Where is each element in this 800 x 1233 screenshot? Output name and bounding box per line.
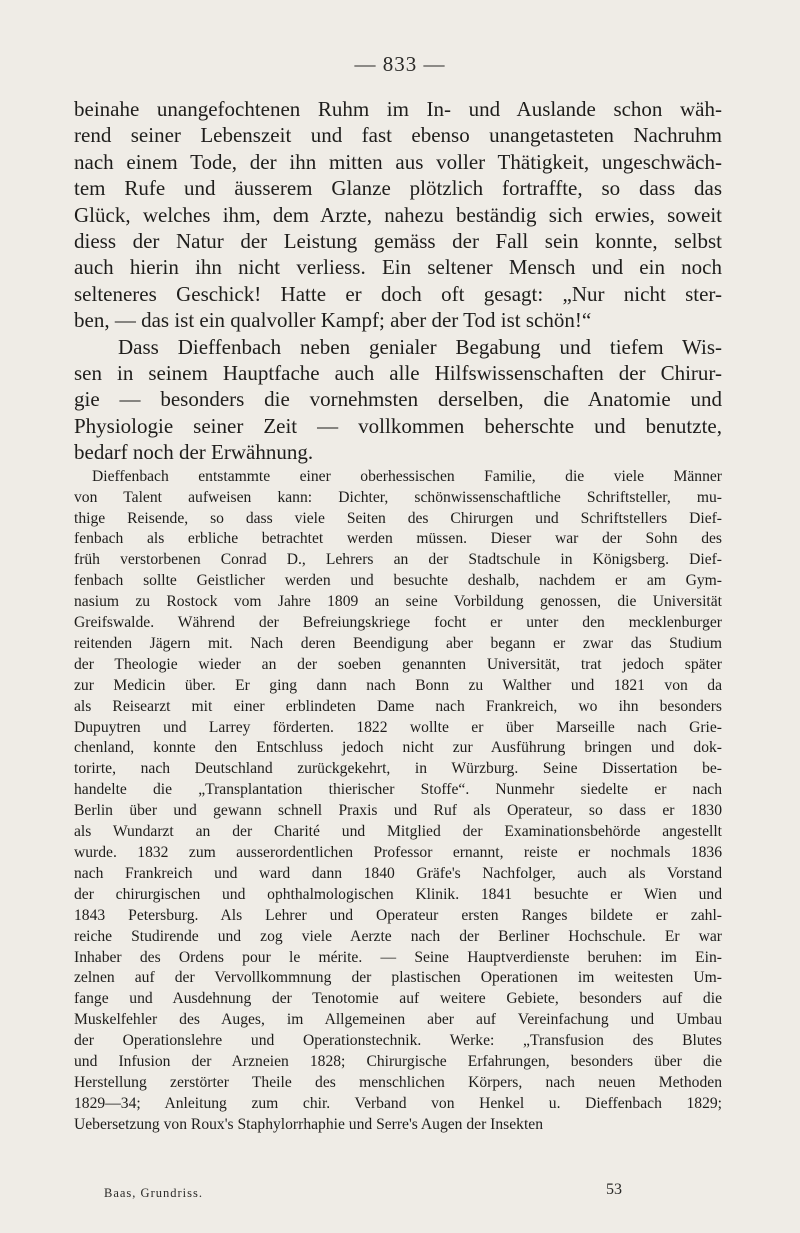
note-line: zur Medicin über. Er ging dann nach Bonn zu Walther und 1821 von da [74,676,722,694]
note-line: der Theologie wieder an der soeben genannten Universität, trat jedoch später [74,655,722,673]
text-line: ben, — das ist ein qualvoller Kampf; aber der Tod ist schön!“ [74,308,592,333]
note-line: als Reisearzt mit einer erblindeten Dame nach Frankreich, wo ihn besonders [74,697,722,715]
note-line: fange und Ausdehnung der Tenotomie auf weitere Gebiete, besonders auf die [74,990,722,1008]
text-line: rend seiner Lebenszeit und fast ebenso unangetasteten Nachruhm [74,123,722,148]
footer-sheet-number: 53 [606,1181,622,1198]
text-line: Dass Dieffenbach neben genialer Begabung und tiefem Wis- [118,334,722,359]
note-line: Inhaber des Ordens pour le mérite. — Seine Hauptverdienste beruhen: im Ein- [74,948,722,966]
note-line: früh verstorbenen Conrad D., Lehrers an der Stadtschule in Königsberg. Dief- [74,551,722,569]
note-line: Greifswalde. Während der Befreiungskriege focht er unter den mecklenburger [74,614,722,632]
text-line: tem Rufe und äusserem Glanze plötzlich fortraffte, so dass das [74,176,722,201]
note-line: der chirurgischen und ophthalmologischen Klinik. 1841 besuchte er Wien und [74,885,722,903]
paragraph-dieffenbach-intro [74,334,722,466]
note-line: zelnen auf der Vervollkommnung der plastischen Operationen im weitesten Um- [74,969,722,987]
note-line: nasium zu Rostock vom Jahre 1809 an seine Vorbildung genossen, die Universität [74,593,722,611]
note-line: Dupuytren und Larrey förderten. 1822 wollte er über Marseille nach Grie- [74,718,722,736]
text-line: sen in seinem Hauptfache auch alle Hilfswissenschaften der Chirur- [74,361,722,386]
paragraph-ruhm [74,96,722,334]
note-line: 1843 Petersburg. Als Lehrer und Operateur ersten Ranges bildete er zahl- [74,906,722,924]
page-number: — 833 — [354,52,446,76]
note-line: nach Frankreich und ward dann 1840 Gräfe's Nachfolger, auch als Vorstand [74,864,722,882]
note-line: von Talent aufweisen kann: Dichter, schönwissenschaftliche Schriftsteller, mu- [74,488,722,506]
text-line: Physiologie seiner Zeit — vollkommen beherschte und benutzte, [74,413,722,438]
note-line: chenland, konnte den Entschluss jedoch nicht zur Ausführung bringen und dok- [74,739,722,757]
note-line: Herstellung zerstörter Theile des menschlichen Körpers, nach neuen Methoden [74,1073,722,1091]
biographical-note [74,467,722,1136]
note-line: als Wundarzt an der Charité und Mitglied der Examinationsbehörde angestellt [74,823,722,841]
text-line: nach einem Tode, der ihn mitten aus voller Thätigkeit, ungeschwäch- [74,149,722,174]
note-line: thige Reisende, so dass viele Seiten des Chirurgen und Schriftstellers Dief- [74,509,722,527]
text-line: auch hierin ihn nicht verliess. Ein seltener Mensch und ein noch [74,255,722,280]
text-line: Glück, welches ihm, dem Arzte, nahezu beständig sich erwies, soweit [74,202,722,227]
note-line: Dieffenbach entstammte einer oberhessischen Familie, die viele Männer [92,467,722,485]
note-line: reiche Studirende und zog viele Aerzte nach der Berliner Hochschule. Er war [74,927,722,945]
note-line: Muskelfehler des Auges, im Allgemeinen aber auf Vereinfachung und Umbau [74,1011,722,1029]
note-line: fenbach sollte Geistlicher werden und besuchte deshalb, nachdem er am Gym- [74,572,722,590]
footer-signature: Baas, Grundriss. [104,1186,203,1200]
text-line: gie — besonders die vornehmsten derselben, die Anatomie und [74,387,722,412]
note-line: fenbach als erbliche betrachtet werden müssen. Dieser war der Sohn des [74,530,722,548]
text-line: diess der Natur der Leistung gemäss der Fall sein konnte, selbst [74,229,722,254]
note-line: wurde. 1832 zum ausserordentlichen Professor ernannt, reiste er nochmals 1836 [74,844,722,861]
text-line: selteneres Geschick! Hatte er doch oft gesagt: „Nur nicht ster- [74,281,722,306]
text-line: beinahe unangefochtenen Ruhm im In- und Auslande schon wäh- [74,97,722,121]
page-body [74,96,722,1136]
note-line: 1829—34; Anleitung zum chir. Verband von Henkel u. Dieffenbach 1829; [74,1094,722,1112]
note-line: reitenden Jägern mit. Nach deren Beendigung aber begann er zwar das Studium [74,634,722,652]
note-line: Berlin über und gewann schnell Praxis und Ruf als Operateur, so dass er 1830 [74,802,722,820]
note-line: handelte die „Transplantation thierischer Stoffe“. Nunmehr siedelte er nach [74,781,722,799]
note-line: der Operationslehre und Operationstechnik. Werke: „Transfusion des Blutes [74,1032,722,1050]
note-line: und Infusion der Arzneien 1828; Chirurgische Erfahrungen, besonders über die [74,1053,722,1071]
note-line: torirte, nach Deutschland zurückgekehrt, in Würzburg. Seine Dissertation be- [74,760,722,778]
text-line: bedarf noch der Erwähnung. [74,440,314,465]
note-line: Uebersetzung von Roux's Staphylorrhaphie und Serre's Augen der Insekten [74,1115,543,1133]
